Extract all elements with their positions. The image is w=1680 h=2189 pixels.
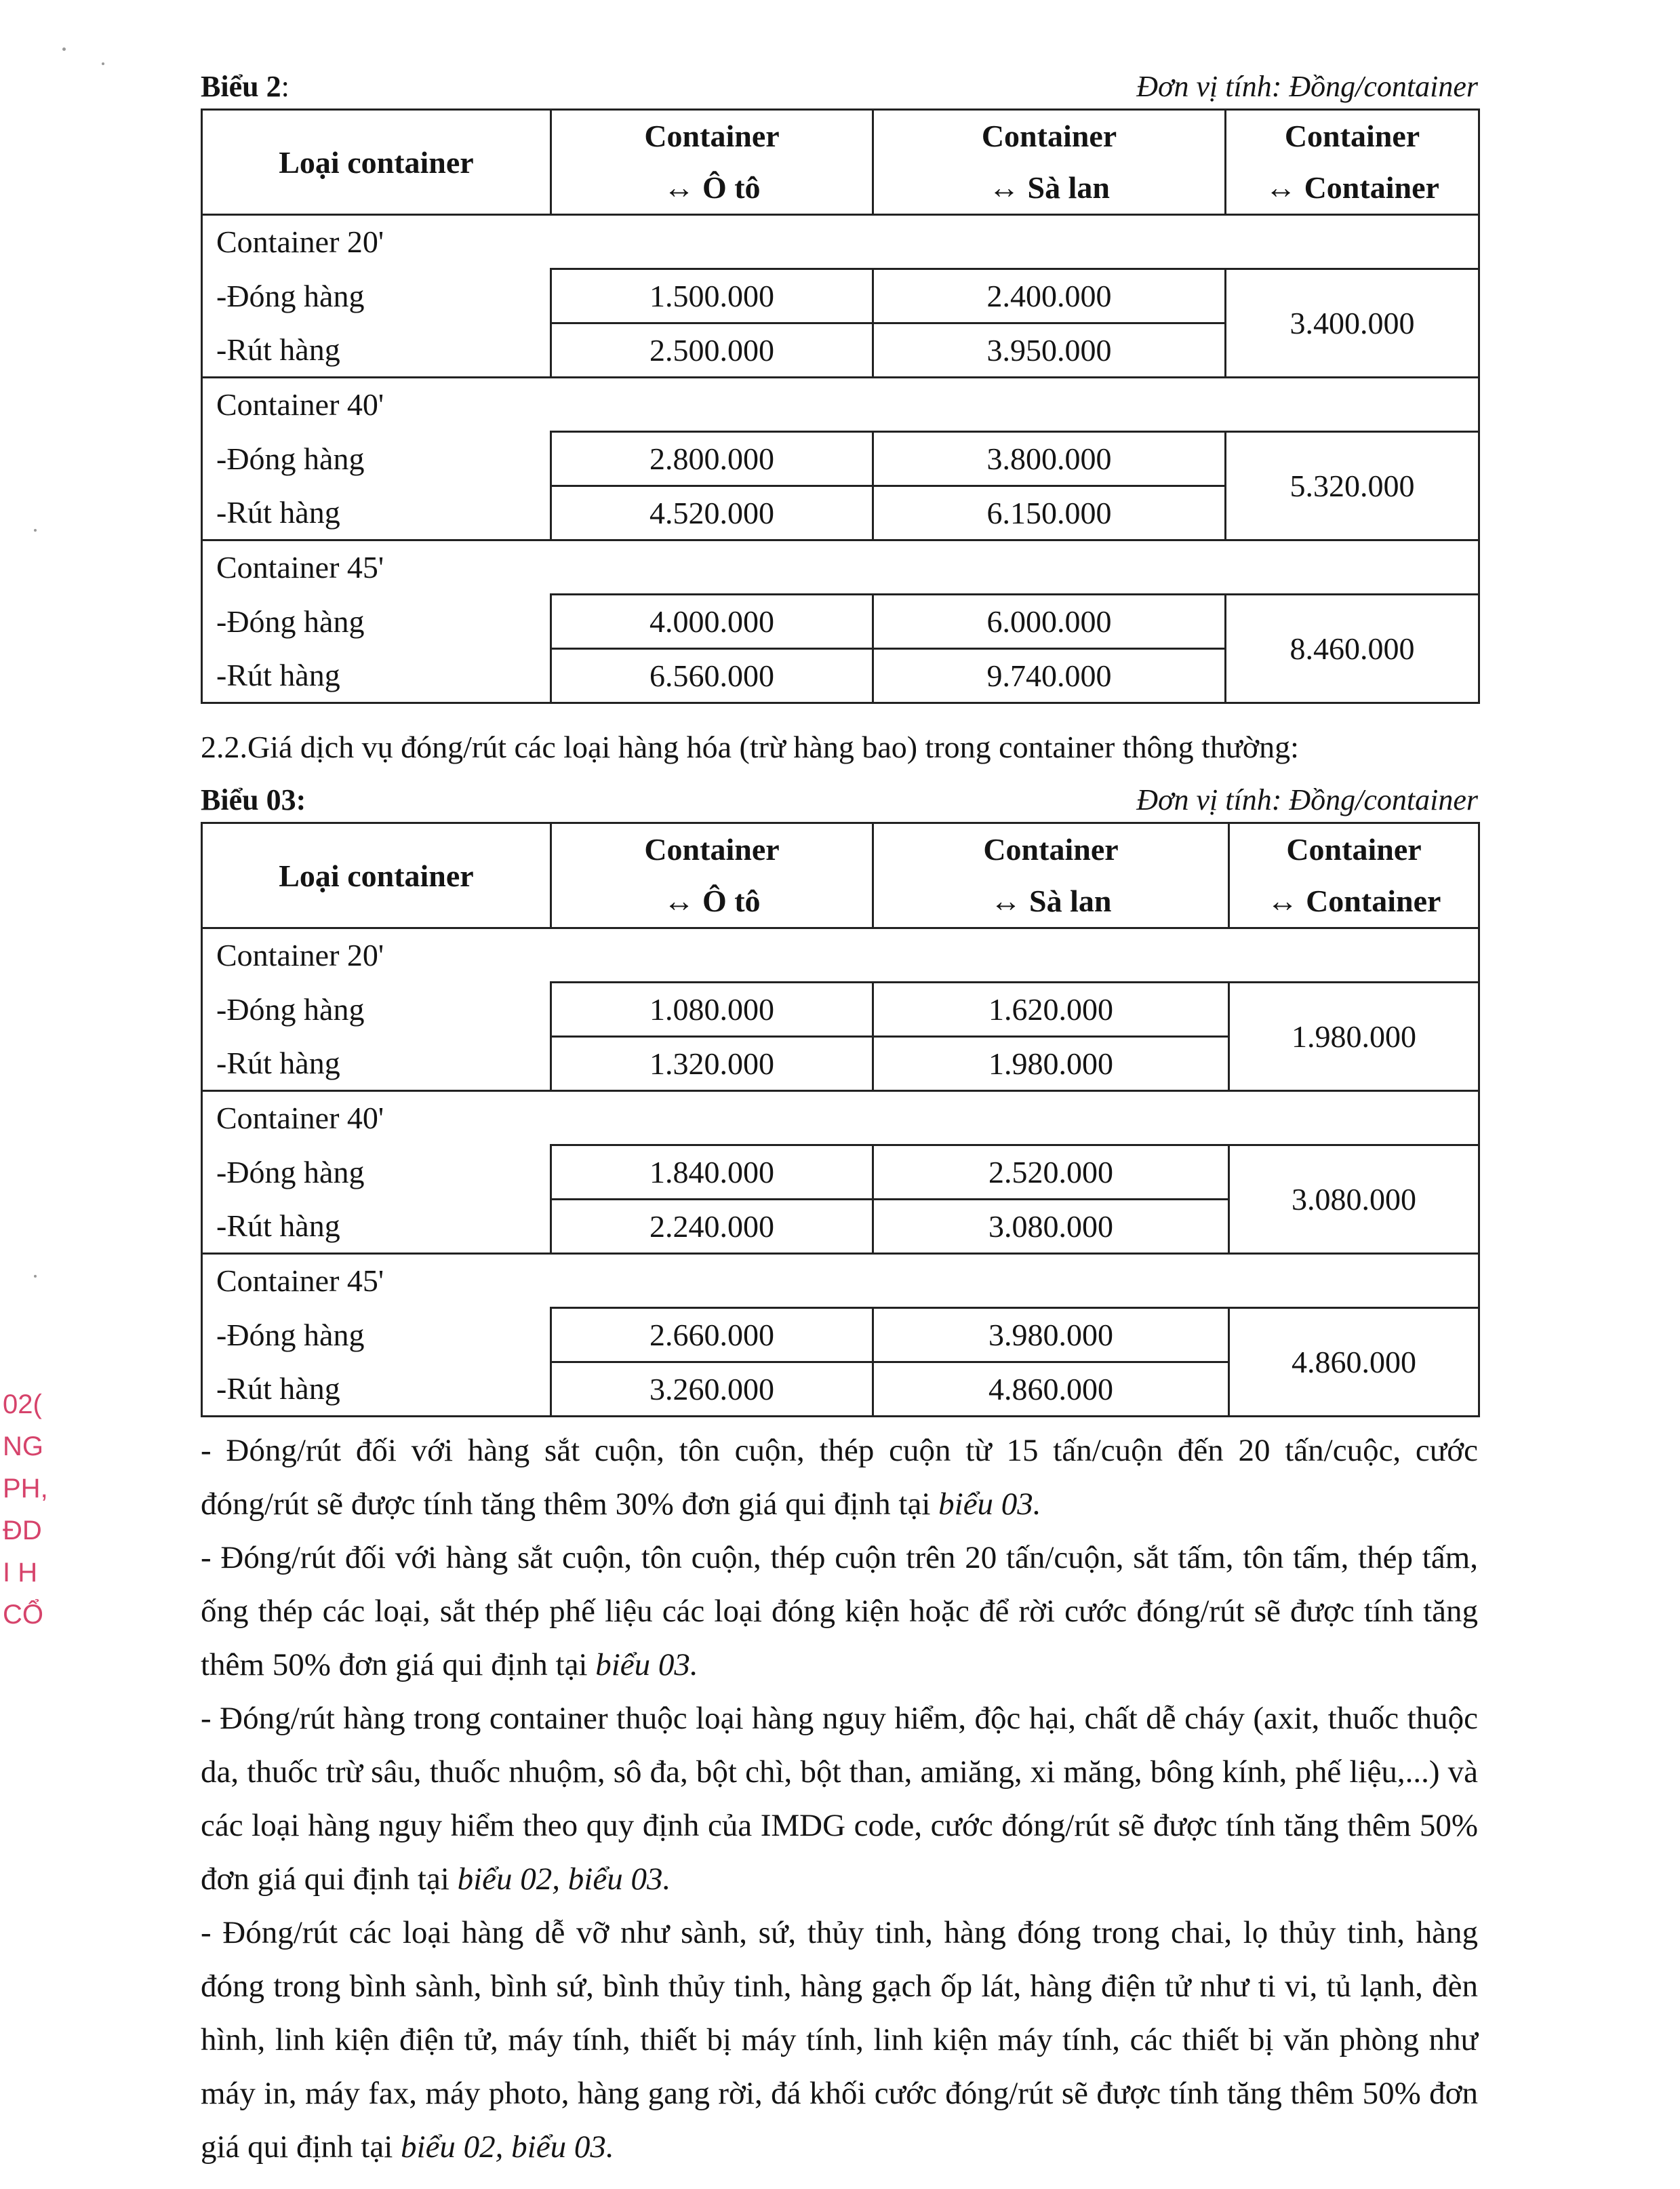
row-label: -Rút hàng	[202, 1362, 551, 1417]
bieu3-heading	[201, 780, 1478, 821]
header-container-type: Loại container	[202, 823, 551, 928]
note-reference: biểu 02, biểu 03.	[457, 1861, 671, 1897]
value-oto: 4.000.000	[551, 595, 873, 649]
bieu2-label-suffix: :	[281, 70, 289, 103]
value-container: 1.980.000	[1229, 983, 1479, 1091]
row-label: -Đóng hàng	[202, 432, 551, 486]
header-container-salan: Container ↔ Sà lan	[873, 110, 1226, 215]
group-name: Container 45'	[202, 540, 1479, 595]
value-container: 3.400.000	[1226, 269, 1479, 378]
row-label: -Rút hàng	[202, 1037, 551, 1091]
value-oto: 1.840.000	[551, 1145, 873, 1200]
value-salan: 3.080.000	[873, 1200, 1229, 1254]
group-row	[202, 1091, 1479, 1145]
section-2-2-text: 2.2.Giá dịch vụ đóng/rút các loại hàng hóa (trừ hàng bao) trong container thông thường:	[201, 730, 1299, 764]
note-paragraph: - Đóng/rút hàng trong container thuộc loại hàng nguy hiểm, độc hại, chất dễ cháy (axit, thuốc thuộc da, thuốc trừ sâu, thuốc nhuộm, sô đa, bột chì, bột than, amiăng, xi măng, bông kính, phế liệu,...) và các loại hàng nguy hiểm theo quy định của IMDG code, cước đóng/rút sẽ được tính tăng thêm 50% đơn giá qui định tại biểu 02, biểu 03.	[201, 1701, 1478, 1897]
header-container-container: Container ↔ Container	[1226, 110, 1479, 215]
bieu2-unit: Đơn vị tính: Đồng/container	[1136, 70, 1478, 103]
table-row	[202, 1145, 1479, 1200]
value-salan: 9.740.000	[873, 649, 1226, 703]
bieu2-label: Biểu 2	[201, 70, 281, 103]
group-name: Container 20'	[202, 928, 1479, 983]
value-oto: 2.240.000	[551, 1200, 873, 1254]
bieu2-table	[201, 109, 1480, 704]
value-salan: 2.400.000	[873, 269, 1226, 323]
red-stamp-fragment: 02( NG PH, ĐD I H CỔ	[3, 1389, 48, 1630]
header-container-type: Loại container	[202, 110, 551, 215]
note-paragraph: - Đóng/rút đối với hàng sắt cuộn, tôn cuộn, thép cuộn trên 20 tấn/cuộn, sắt tấm, tôn tấm, thép tấm, ống thép các loại, sắt thép phế liệu các loại đóng kiện hoặc để rời cước đóng/rút sẽ được tính tăng thêm 50% đơn giá qui định tại biểu 03.	[201, 1540, 1478, 1682]
row-label: -Đóng hàng	[202, 1145, 551, 1200]
value-salan: 1.980.000	[873, 1037, 1229, 1091]
group-name: Container 45'	[202, 1254, 1479, 1308]
header-container-container: Container ↔ Container	[1229, 823, 1479, 928]
row-label: -Rút hàng	[202, 323, 551, 378]
note-paragraph: - Đóng/rút đối với hàng sắt cuộn, tôn cuộn, thép cuộn từ 15 tấn/cuộn đến 20 tấn/cuộc, cước đóng/rút sẽ được tính tăng thêm 30% đơn giá qui định tại biểu 03.	[201, 1433, 1478, 1522]
header-container-oto: Container ↔ Ô tô	[551, 110, 873, 215]
value-container: 4.860.000	[1229, 1308, 1479, 1417]
group-row	[202, 215, 1479, 269]
row-label: -Đóng hàng	[202, 1308, 551, 1362]
group-name: Container 20'	[202, 215, 1479, 269]
value-oto: 3.260.000	[551, 1362, 873, 1417]
value-salan: 1.620.000	[873, 983, 1229, 1037]
value-oto: 1.500.000	[551, 269, 873, 323]
value-container: 8.460.000	[1226, 595, 1479, 703]
value-oto: 1.080.000	[551, 983, 873, 1037]
row-label: -Đóng hàng	[202, 595, 551, 649]
value-salan: 2.520.000	[873, 1145, 1229, 1200]
group-name: Container 40'	[202, 378, 1479, 432]
scan-speck	[34, 529, 37, 532]
scan-speck	[34, 1275, 37, 1278]
row-label: -Đóng hàng	[202, 269, 551, 323]
table-row	[202, 269, 1479, 323]
note-reference: biểu 03.	[595, 1647, 698, 1682]
value-oto: 6.560.000	[551, 649, 873, 703]
notes-section	[201, 1424, 1478, 2174]
group-row	[202, 928, 1479, 983]
table-row	[202, 1308, 1479, 1362]
header-container-salan: Container ↔ Sà lan	[873, 823, 1229, 928]
value-oto: 2.800.000	[551, 432, 873, 486]
table-row	[202, 432, 1479, 486]
row-label: -Rút hàng	[202, 486, 551, 540]
group-row	[202, 378, 1479, 432]
table-header-row	[202, 110, 1479, 215]
note-reference: biểu 02, biểu 03.	[401, 2129, 614, 2165]
table-header-row	[202, 823, 1479, 928]
value-container: 5.320.000	[1226, 432, 1479, 540]
row-label: -Rút hàng	[202, 649, 551, 703]
group-name: Container 40'	[202, 1091, 1479, 1145]
value-oto: 2.500.000	[551, 323, 873, 378]
bieu3-unit: Đơn vị tính: Đồng/container	[1136, 783, 1478, 816]
row-label: -Rút hàng	[202, 1200, 551, 1254]
group-row	[202, 540, 1479, 595]
header-container-oto: Container ↔ Ô tô	[551, 823, 873, 928]
row-label: -Đóng hàng	[202, 983, 551, 1037]
bieu3-table	[201, 822, 1480, 1417]
scan-speck	[102, 62, 104, 65]
bieu2-heading	[201, 66, 1478, 107]
group-row	[202, 1254, 1479, 1308]
value-salan: 6.150.000	[873, 486, 1226, 540]
value-salan: 3.800.000	[873, 432, 1226, 486]
note-paragraph: - Đóng/rút các loại hàng dễ vỡ như sành, sứ, thủy tinh, hàng đóng trong chai, lọ thủy tinh, hàng đóng trong bình sành, bình sứ, bình thủy tinh, hàng gạch ốp lát, hàng điện tử như ti vi, tủ lạnh, đèn hình, linh kiện điện tử, máy tính, thiết bị máy tính, linh kiện máy tính, các thiết bị văn phòng như máy in, máy fax, máy photo, hàng gang rời, đá khối cước đóng/rút sẽ được tính tăng thêm 50% đơn giá qui định tại biểu 02, biểu 03.	[201, 1915, 1478, 2165]
note-reference: biểu 03.	[938, 1486, 1041, 1522]
value-oto: 2.660.000	[551, 1308, 873, 1362]
table-row	[202, 595, 1479, 649]
bieu3-label: Biểu 03:	[201, 783, 306, 816]
value-salan: 3.980.000	[873, 1308, 1229, 1362]
value-oto: 4.520.000	[551, 486, 873, 540]
value-salan: 6.000.000	[873, 595, 1226, 649]
value-salan: 4.860.000	[873, 1362, 1229, 1417]
value-salan: 3.950.000	[873, 323, 1226, 378]
value-container: 3.080.000	[1229, 1145, 1479, 1254]
table-row	[202, 983, 1479, 1037]
value-oto: 1.320.000	[551, 1037, 873, 1091]
scan-speck	[62, 47, 66, 51]
